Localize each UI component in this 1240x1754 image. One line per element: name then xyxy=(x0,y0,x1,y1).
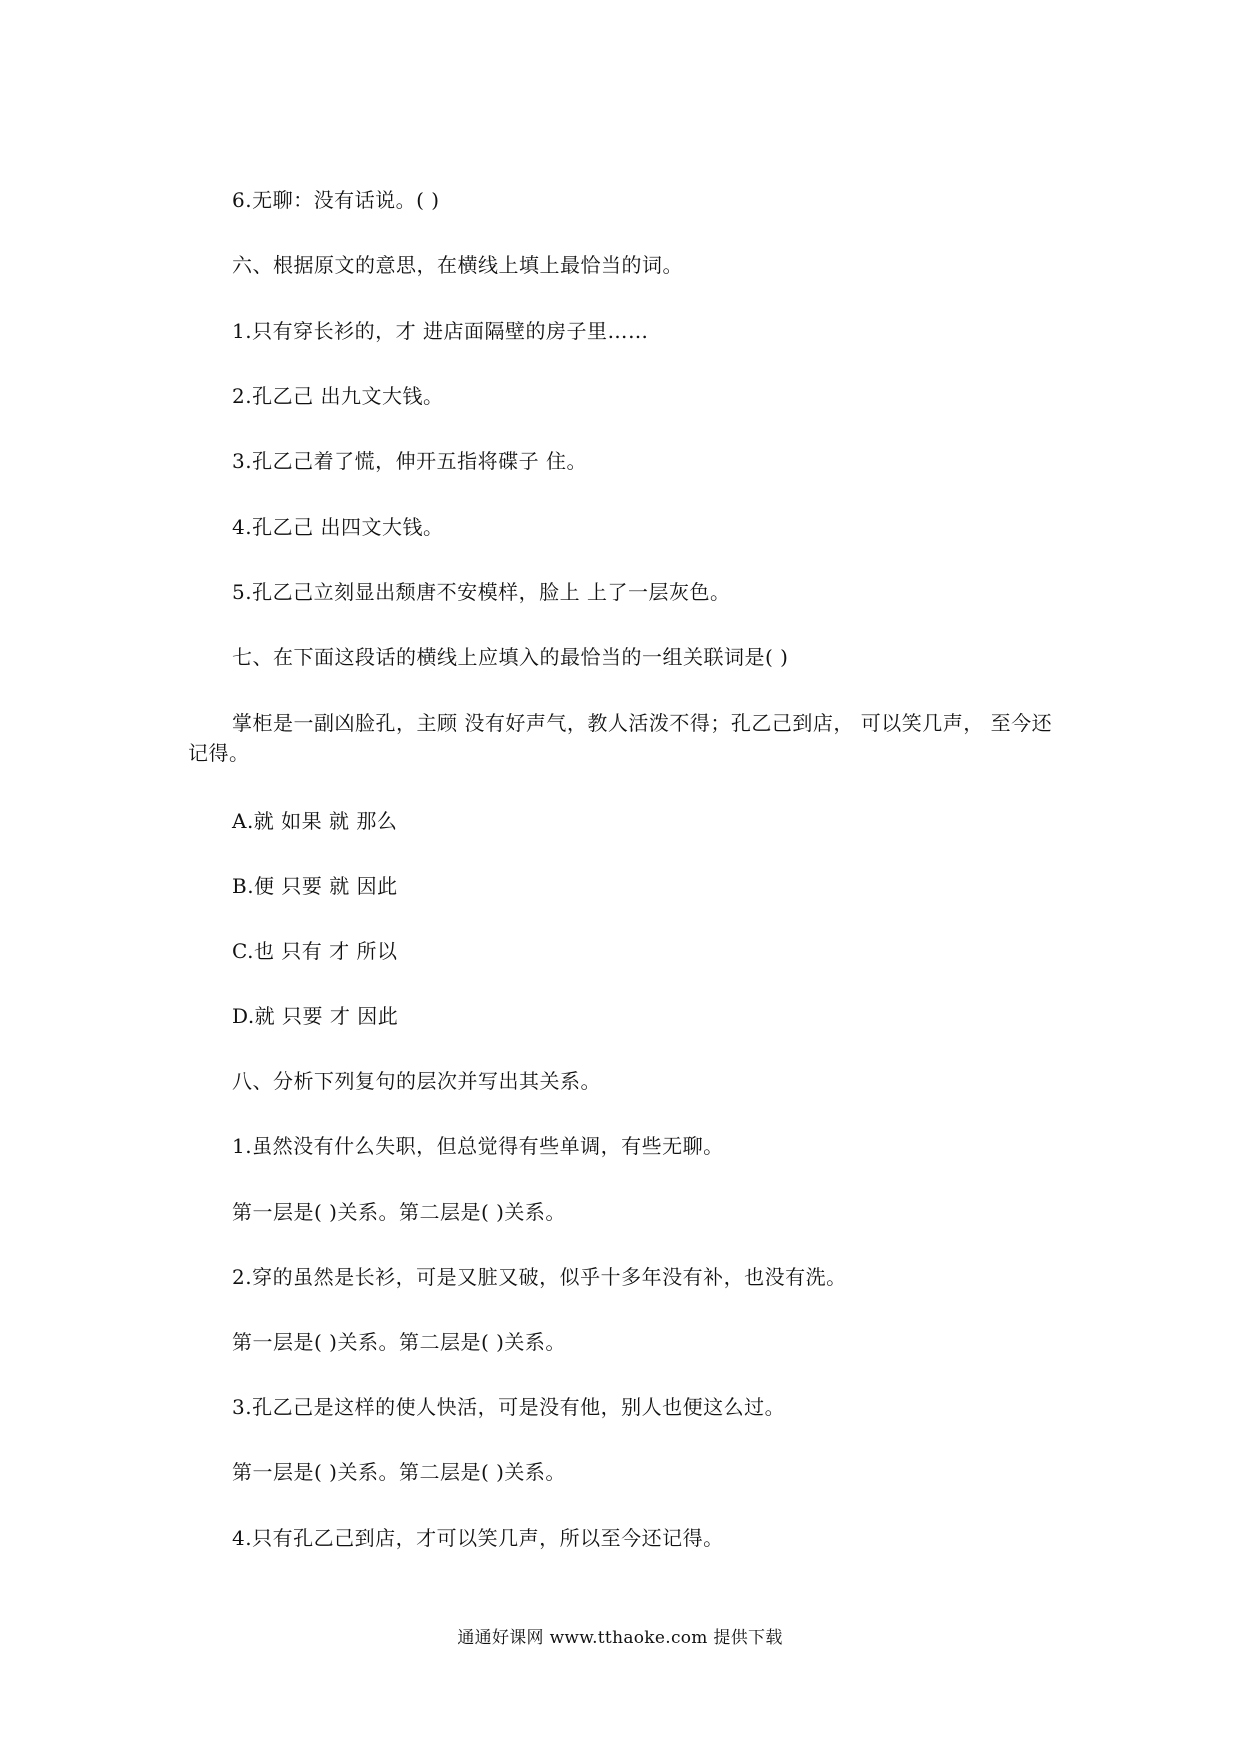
section-6-heading: 六、根据原文的意思，在横线上填上最恰当的词。 xyxy=(232,253,683,277)
answer-3: 第一层是( )关系。第二层是( )关系。 xyxy=(232,1460,566,1484)
fill-blank-5: 5.孔乙己立刻显出颓唐不安模样，脸上 上了一层灰色。 xyxy=(232,580,731,604)
answer-2: 第一层是( )关系。第二层是( )关系。 xyxy=(232,1330,566,1354)
answer-1: 第一层是( )关系。第二层是( )关系。 xyxy=(232,1200,566,1224)
section-7-heading: 七、在下面这段话的横线上应填入的最恰当的一组关联词是( ) xyxy=(232,645,789,669)
sentence-2: 2.穿的虽然是长衫，可是又脏又破，似乎十多年没有补，也没有洗。 xyxy=(232,1265,847,1289)
fill-blank-1: 1.只有穿长衫的，才 进店面隔壁的房子里…… xyxy=(232,319,649,343)
option-d: D.就 只要 才 因此 xyxy=(232,1004,399,1028)
sentence-1: 1.虽然没有什么失职，但总觉得有些单调，有些无聊。 xyxy=(232,1134,724,1158)
fill-blank-2: 2.孔乙己 出九文大钱。 xyxy=(232,384,444,408)
option-c: C.也 只有 才 所以 xyxy=(232,939,398,963)
page-footer: 通通好课网 www.tthaoke.com 提供下载 xyxy=(457,1628,783,1648)
section-7-passage: 掌柜是一副凶脸孔，主顾 没有好声气，教人活泼不得；孔乙己到店， 可以笑几声， 至今还记得。 xyxy=(188,711,1053,765)
option-b: B.便 只要 就 因此 xyxy=(232,874,398,898)
fill-blank-3: 3.孔乙己着了慌，伸开五指将碟子 住。 xyxy=(232,449,587,473)
question-6-wuliao: 6.无聊：没有话说。( ) xyxy=(232,188,440,212)
sentence-4: 4.只有孔乙己到店，才可以笑几声，所以至今还记得。 xyxy=(232,1526,724,1550)
section-8-heading: 八、分析下列复句的层次并写出其关系。 xyxy=(232,1069,601,1093)
fill-blank-4: 4.孔乙己 出四文大钱。 xyxy=(232,515,444,539)
sentence-3: 3.孔乙己是这样的使人快活，可是没有他，别人也便这么过。 xyxy=(232,1395,786,1419)
option-a: A.就 如果 就 那么 xyxy=(232,809,398,833)
